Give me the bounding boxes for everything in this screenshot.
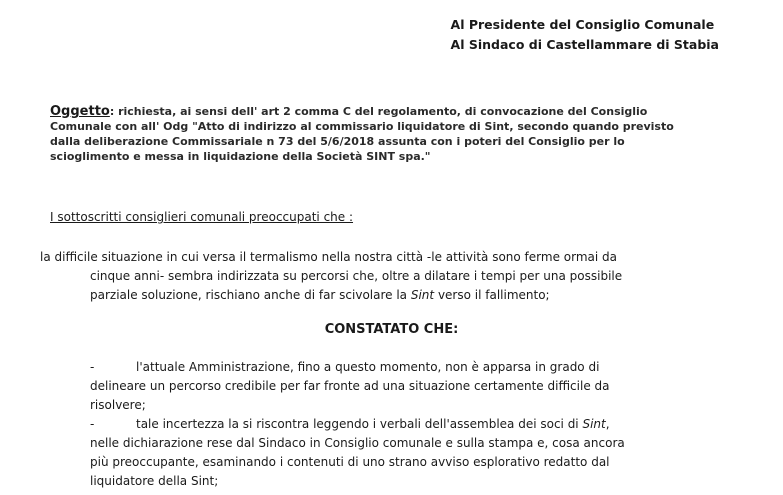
situation-sint-emphasis: Sint	[410, 288, 435, 302]
list-item-line: delineare un percorso credibile per far fronte ad una situazione certamente difficile da	[90, 379, 610, 393]
situation-line-3-text: parziale soluzione, rischiano anche di far scivolare la	[90, 288, 411, 302]
situation-line-3	[40, 286, 730, 305]
subject-line-4: scioglimento e messa in liquidazione della Società SINT spa."	[50, 150, 431, 163]
addressee-block	[451, 15, 719, 55]
list-item-text: l'attuale Amministrazione, fino a questo momento, non è apparsa in grado di	[136, 360, 600, 374]
situation-line-2: cinque anni- sembra indirizzata su percorsi che, oltre a dilatare i tempi per una possibile	[90, 269, 623, 283]
list-item	[90, 358, 730, 415]
list-item-first-line	[90, 360, 599, 374]
subject-label: Oggetto	[50, 104, 110, 119]
list-item-text: tale incertezza la si riscontra leggendo i verbali dell'assemblea dei soci di	[136, 417, 583, 431]
list-item-text-end: ,	[605, 417, 610, 431]
situation-line-3-end: verso il fallimento;	[434, 288, 550, 302]
situation-paragraph	[40, 248, 730, 305]
list-dash: -	[90, 360, 95, 374]
list-item-first-line	[90, 417, 610, 431]
subject-line-1: richiesta, ai sensi dell' art 2 comma C del regolamento, di convocazione del Consiglio	[114, 105, 648, 118]
subject-paragraph	[50, 104, 690, 164]
list-item-line: liquidatore della Sint;	[90, 474, 219, 488]
subject-colon: :	[109, 105, 115, 118]
subject-line-2: Comunale con all' Odg "Atto di indirizzo al commissario liquidatore di Sint, secondo quando previsto	[50, 120, 674, 133]
list-dash: -	[90, 417, 95, 431]
list-item	[90, 415, 730, 491]
addressee-president: Al Presidente del Consiglio Comunale	[450, 17, 715, 32]
list-item-sint-emphasis: Sint	[582, 417, 606, 431]
list-item-line: risolvere;	[90, 398, 146, 412]
situation-line-1: la difficile situazione in cui versa il termalismo nella nostra città -le attività sono ferme ormai da	[40, 250, 617, 264]
list-item-line: nelle dichiarazione rese dal Sindaco in Consiglio comunale e sulla stampa e, cosa ancora	[90, 436, 625, 450]
section-heading: CONSTATATO CHE:	[324, 322, 459, 337]
undersigned-heading: I sottoscritti consiglieri comunali preoccupati che :	[50, 210, 354, 224]
addressee-mayor: Al Sindaco di Castellammare di Stabia	[450, 37, 719, 52]
subject-line-3: dalla deliberazione Commissariale n 73 del 5/6/2018 assunta con i poteri del Consiglio per lo	[50, 135, 625, 148]
list-item-line: più preoccupante, esaminando i contenuti di uno strano avviso esplorativo redatto dal	[90, 455, 610, 469]
